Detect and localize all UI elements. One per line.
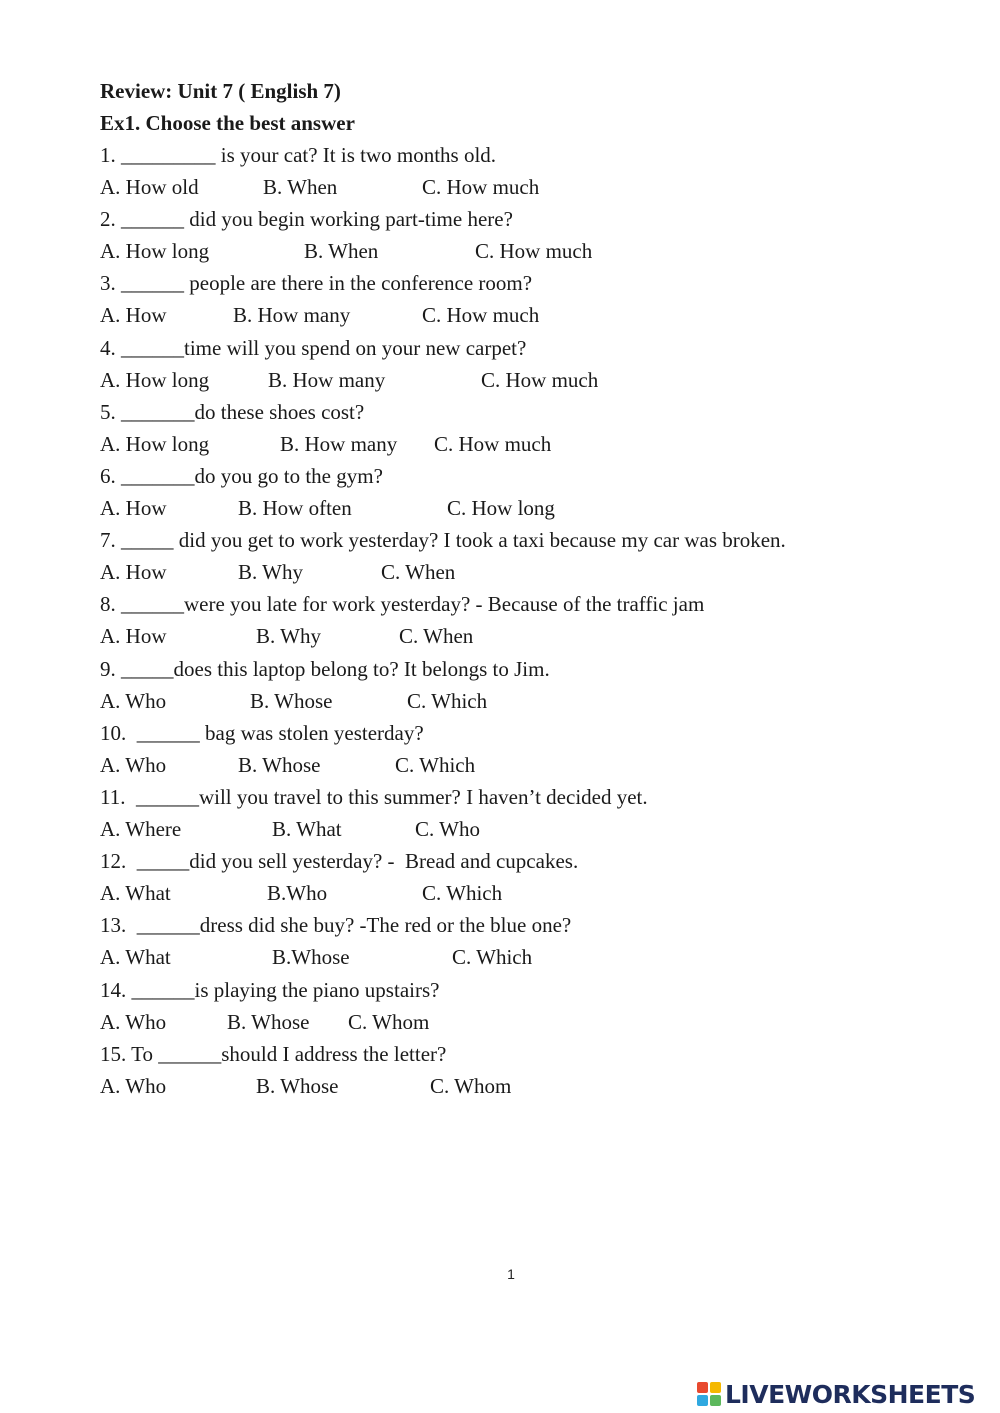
logo-text: LIVEWORKSHEETS [725,1379,976,1409]
answer-option-a: A. What [100,945,171,969]
liveworksheets-logo-icon [697,1382,721,1406]
question-text: 10. ______ bag was stolen yesterday? [100,721,424,745]
answer-option-c: C. Which [407,689,488,713]
exercise-heading: Ex1. Choose the best answer [100,111,355,135]
answer-option-c: C. Which [452,945,533,969]
answer-option-a: A. Where [100,817,182,841]
answer-option-b: B. How many [280,432,398,456]
question-text: 5. _______do these shoes cost? [100,400,365,424]
answer-option-b: B. Why [256,624,321,648]
question-text: 11. ______will you travel to this summer? I haven’t decided yet. [100,785,648,809]
question-text: 9. _____does this laptop belong to? It belongs to Jim. [100,657,550,681]
answer-option-b: B. How many [268,368,386,392]
answer-option-a: A. How long [100,368,210,392]
answer-option-c: C. How much [422,175,540,199]
page-number: 1 [507,1266,515,1282]
question-text: 7. _____ did you get to work yesterday? I took a taxi because my car was broken. [100,528,786,552]
question-text: 13. ______dress did she buy? -The red or the blue one? [100,913,572,937]
answer-option-a: A. How [100,303,167,327]
answer-option-c: C. How much [481,368,599,392]
question-text: 4. ______time will you spend on your new carpet? [100,336,527,360]
answer-option-a: A. Who [100,753,167,777]
answer-option-c: C. Whom [348,1010,430,1034]
answer-option-b: B.Who [267,881,328,905]
answer-option-c: C. How much [422,303,540,327]
answer-option-b: B. What [272,817,342,841]
answer-option-b: B. When [304,239,379,263]
answer-option-c: C. Whom [430,1074,512,1098]
answer-option-a: A. Who [100,689,167,713]
answer-option-c: C. When [399,624,474,648]
worksheet-title: Review: Unit 7 ( English 7) [100,79,341,103]
answer-option-b: B. Whose [250,689,333,713]
answer-option-a: A. How [100,560,167,584]
answer-option-c: C. Which [395,753,476,777]
answer-option-c: C. Which [422,881,503,905]
answer-option-a: A. How [100,496,167,520]
answer-option-b: B. When [263,175,338,199]
answer-option-c: C. How much [434,432,552,456]
answer-option-b: B. How often [238,496,352,520]
answer-option-b: B. Whose [238,753,321,777]
answer-option-a: A. How [100,624,167,648]
answer-option-b: B. How many [233,303,351,327]
answer-option-c: C. How long [447,496,555,520]
question-text: 12. _____did you sell yesterday? - Bread and cupcakes. [100,849,579,873]
answer-option-a: A. How long [100,239,210,263]
question-text: 2. ______ did you begin working part-time here? [100,207,513,231]
question-text: 8. ______were you late for work yesterday? - Because of the traffic jam [100,592,705,616]
answer-option-c: C. When [381,560,456,584]
answer-option-a: A. Who [100,1010,167,1034]
question-text: 14. ______is playing the piano upstairs? [100,978,440,1002]
answer-option-a: A. Who [100,1074,167,1098]
answer-option-b: B.Whose [272,945,350,969]
answer-option-b: B. Whose [227,1010,310,1034]
answer-option-a: A. How long [100,432,210,456]
liveworksheets-logo [697,1377,997,1411]
answer-option-c: C. How much [475,239,593,263]
answer-option-b: B. Whose [256,1074,339,1098]
question-text: 6. _______do you go to the gym? [100,464,383,488]
question-text: 1. _________ is your cat? It is two months old. [100,143,497,167]
answer-option-a: A. How old [100,175,199,199]
answer-option-b: B. Why [238,560,303,584]
answer-option-a: A. What [100,881,171,905]
answer-option-c: C. Who [415,817,480,841]
question-text: 15. To ______should I address the letter? [100,1042,447,1066]
question-text: 3. ______ people are there in the conference room? [100,271,533,295]
